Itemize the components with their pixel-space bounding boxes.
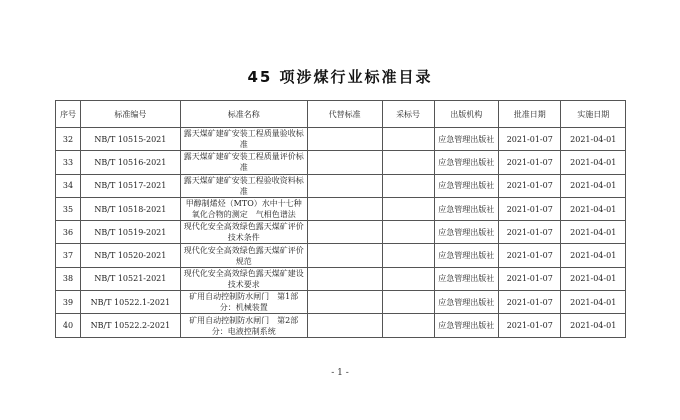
cell-number: NB/T 10516-2021 [80,151,180,174]
cell-publisher: 应急管理出版社 [434,244,498,267]
cell-name: 露天煤矿建矿安装工程质量验收标准 [180,128,307,151]
cell-effective: 2021-04-01 [561,174,626,197]
cell-effective: 2021-04-01 [561,151,626,174]
cell-effective: 2021-04-01 [561,128,626,151]
cell-number: NB/T 10521-2021 [80,267,180,290]
standards-table [55,100,626,338]
document-title: 45 项涉煤行业标准目录 [247,68,433,86]
cell-adopts [382,128,434,151]
cell-number: NB/T 10515-2021 [80,128,180,151]
header-seq: 序号 [56,101,81,128]
cell-seq: 39 [56,291,81,314]
cell-adopts [382,197,434,220]
cell-publisher: 应急管理出版社 [434,221,498,244]
cell-approved: 2021-01-07 [499,174,561,197]
cell-number: NB/T 10522.1-2021 [80,291,180,314]
cell-replaces [307,244,382,267]
cell-replaces [307,291,382,314]
cell-approved: 2021-01-07 [499,291,561,314]
cell-seq: 36 [56,221,81,244]
cell-name: 现代化安全高效绿色露天煤矿评价规范 [180,244,307,267]
cell-effective: 2021-04-01 [561,244,626,267]
cell-publisher: 应急管理出版社 [434,267,498,290]
table-header-row [56,101,626,128]
header-name: 标准名称 [180,101,307,128]
cell-approved: 2021-01-07 [499,197,561,220]
cell-seq: 34 [56,174,81,197]
cell-adopts [382,244,434,267]
cell-number: NB/T 10518-2021 [80,197,180,220]
cell-replaces [307,197,382,220]
cell-effective: 2021-04-01 [561,197,626,220]
cell-name: 矿用自动控制防水闸门 第1部分：机械装置 [180,291,307,314]
cell-seq: 37 [56,244,81,267]
cell-replaces [307,174,382,197]
cell-seq: 33 [56,151,81,174]
cell-seq: 40 [56,314,81,337]
cell-effective: 2021-04-01 [561,221,626,244]
cell-number: NB/T 10520-2021 [80,244,180,267]
cell-seq: 32 [56,128,81,151]
table-row [56,197,626,220]
table-row [56,314,626,337]
cell-name: 现代化安全高效绿色露天煤矿评价技术条件 [180,221,307,244]
table-row [56,128,626,151]
cell-publisher: 应急管理出版社 [434,174,498,197]
table-row [56,174,626,197]
cell-adopts [382,221,434,244]
cell-approved: 2021-01-07 [499,221,561,244]
cell-name: 矿用自动控制防水闸门 第2部分：电液控制系统 [180,314,307,337]
cell-adopts [382,267,434,290]
header-number: 标准编号 [80,101,180,128]
header-publisher: 出版机构 [434,101,498,128]
cell-adopts [382,174,434,197]
table-row [56,267,626,290]
cell-adopts [382,151,434,174]
cell-approved: 2021-01-07 [499,244,561,267]
cell-effective: 2021-04-01 [561,314,626,337]
cell-name: 现代化安全高效绿色露天煤矿建设技术要求 [180,267,307,290]
cell-effective: 2021-04-01 [561,267,626,290]
page-number: - 1 - [331,368,349,378]
table-row [56,291,626,314]
cell-publisher: 应急管理出版社 [434,314,498,337]
cell-approved: 2021-01-07 [499,267,561,290]
cell-approved: 2021-01-07 [499,314,561,337]
header-replaces: 代替标准 [307,101,382,128]
table-row [56,221,626,244]
cell-name: 甲醇制烯烃（MTO）水中十七种氧化合物的测定 气相色谱法 [180,197,307,220]
header-effective: 实施日期 [561,101,626,128]
cell-adopts [382,314,434,337]
header-adopts: 采标号 [382,101,434,128]
cell-number: NB/T 10519-2021 [80,221,180,244]
cell-name: 露天煤矿建矿安装工程验收资料标准 [180,174,307,197]
table-row [56,244,626,267]
cell-replaces [307,221,382,244]
header-approved: 批准日期 [499,101,561,128]
cell-seq: 35 [56,197,81,220]
cell-publisher: 应急管理出版社 [434,291,498,314]
table-row [56,151,626,174]
cell-replaces [307,267,382,290]
cell-number: NB/T 10517-2021 [80,174,180,197]
cell-publisher: 应急管理出版社 [434,197,498,220]
cell-publisher: 应急管理出版社 [434,151,498,174]
cell-number: NB/T 10522.2-2021 [80,314,180,337]
cell-adopts [382,291,434,314]
cell-approved: 2021-01-07 [499,128,561,151]
cell-effective: 2021-04-01 [561,291,626,314]
cell-publisher: 应急管理出版社 [434,128,498,151]
cell-replaces [307,314,382,337]
cell-name: 露天煤矿建矿安装工程质量评价标准 [180,151,307,174]
cell-seq: 38 [56,267,81,290]
cell-replaces [307,151,382,174]
cell-replaces [307,128,382,151]
cell-approved: 2021-01-07 [499,151,561,174]
